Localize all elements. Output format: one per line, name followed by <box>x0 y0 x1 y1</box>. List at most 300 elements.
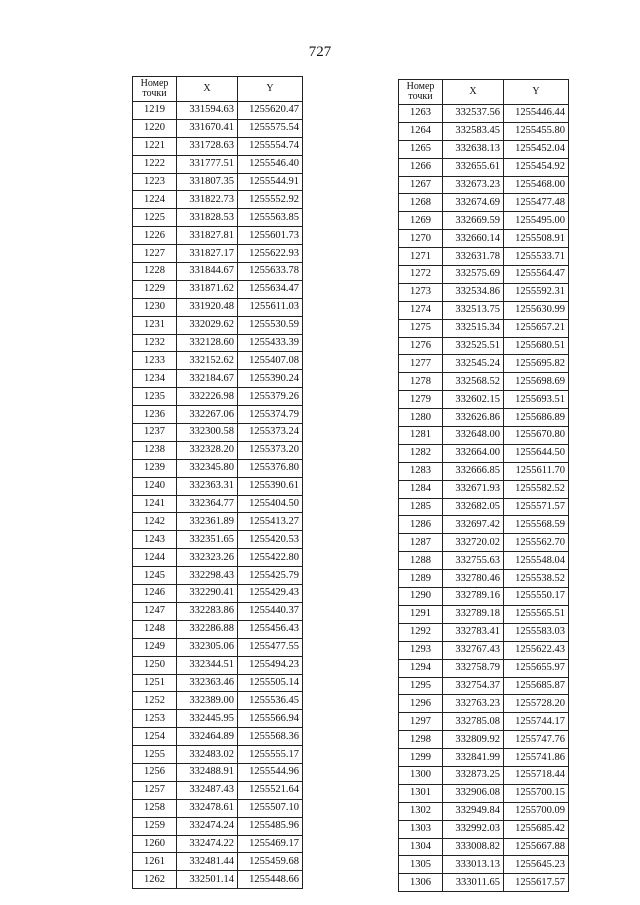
point-number-cell: 1274 <box>399 301 443 319</box>
table-row <box>133 567 303 585</box>
y-coordinate-cell: 1255592.31 <box>504 283 569 301</box>
x-coordinate-cell: 331728.63 <box>177 137 238 155</box>
table-row <box>133 298 303 316</box>
y-coordinate-cell: 1255544.96 <box>238 763 303 781</box>
table-row <box>133 406 303 424</box>
y-coordinate-cell: 1255477.55 <box>238 638 303 656</box>
x-coordinate-cell: 331807.35 <box>177 173 238 191</box>
header-y: Y <box>504 80 569 105</box>
y-coordinate-cell: 1255670.80 <box>504 427 569 445</box>
x-coordinate-cell: 332583.45 <box>443 122 504 140</box>
y-coordinate-cell: 1255693.51 <box>504 391 569 409</box>
table-row <box>133 227 303 245</box>
x-coordinate-cell: 332501.14 <box>177 871 238 889</box>
point-number-cell: 1263 <box>399 105 443 123</box>
table-row <box>399 731 569 749</box>
header-x: X <box>177 77 238 102</box>
point-number-cell: 1252 <box>133 692 177 710</box>
table-row <box>133 746 303 764</box>
x-coordinate-cell: 332328.20 <box>177 441 238 459</box>
table-row <box>133 513 303 531</box>
x-coordinate-cell: 332300.58 <box>177 424 238 442</box>
point-number-cell: 1221 <box>133 137 177 155</box>
point-number-cell: 1276 <box>399 337 443 355</box>
y-coordinate-cell: 1255686.89 <box>504 409 569 427</box>
y-coordinate-cell: 1255622.93 <box>238 245 303 263</box>
y-coordinate-cell: 1255546.40 <box>238 155 303 173</box>
point-number-cell: 1229 <box>133 280 177 298</box>
y-coordinate-cell: 1255420.53 <box>238 531 303 549</box>
x-coordinate-cell: 331871.62 <box>177 280 238 298</box>
x-coordinate-cell: 332478.61 <box>177 799 238 817</box>
x-coordinate-cell: 332445.95 <box>177 710 238 728</box>
table-row <box>399 516 569 534</box>
point-number-cell: 1238 <box>133 441 177 459</box>
point-number-cell: 1247 <box>133 602 177 620</box>
point-number-cell: 1292 <box>399 623 443 641</box>
x-coordinate-cell: 332673.23 <box>443 176 504 194</box>
y-coordinate-cell: 1255454.92 <box>504 158 569 176</box>
table-row <box>133 853 303 871</box>
y-coordinate-cell: 1255582.52 <box>504 480 569 498</box>
table-row <box>399 355 569 373</box>
table-row <box>133 137 303 155</box>
y-coordinate-cell: 1255505.14 <box>238 674 303 692</box>
y-coordinate-cell: 1255376.80 <box>238 459 303 477</box>
point-number-cell: 1291 <box>399 605 443 623</box>
x-coordinate-cell: 332671.93 <box>443 480 504 498</box>
point-number-cell: 1223 <box>133 173 177 191</box>
x-coordinate-cell: 332664.00 <box>443 444 504 462</box>
x-coordinate-cell: 332638.13 <box>443 140 504 158</box>
table-row <box>399 373 569 391</box>
x-coordinate-cell: 332474.24 <box>177 817 238 835</box>
point-number-cell: 1222 <box>133 155 177 173</box>
x-coordinate-cell: 331670.41 <box>177 119 238 137</box>
point-number-cell: 1239 <box>133 459 177 477</box>
y-coordinate-cell: 1255562.70 <box>504 534 569 552</box>
table-row <box>399 158 569 176</box>
x-coordinate-cell: 332364.77 <box>177 495 238 513</box>
point-number-cell: 1250 <box>133 656 177 674</box>
y-coordinate-cell: 1255425.79 <box>238 567 303 585</box>
table-row <box>399 623 569 641</box>
point-number-cell: 1294 <box>399 659 443 677</box>
x-coordinate-cell: 332344.51 <box>177 656 238 674</box>
table-row <box>399 230 569 248</box>
point-number-cell: 1295 <box>399 677 443 695</box>
point-number-cell: 1266 <box>399 158 443 176</box>
y-coordinate-cell: 1255404.50 <box>238 495 303 513</box>
y-coordinate-cell: 1255568.36 <box>238 728 303 746</box>
y-coordinate-cell: 1255550.17 <box>504 588 569 606</box>
point-number-cell: 1298 <box>399 731 443 749</box>
table-row <box>399 301 569 319</box>
table-header-row <box>133 77 303 102</box>
point-number-cell: 1245 <box>133 567 177 585</box>
x-coordinate-cell: 332464.89 <box>177 728 238 746</box>
point-number-cell: 1242 <box>133 513 177 531</box>
y-coordinate-cell: 1255566.94 <box>238 710 303 728</box>
table-row <box>133 209 303 227</box>
x-coordinate-cell: 331828.53 <box>177 209 238 227</box>
y-coordinate-cell: 1255448.66 <box>238 871 303 889</box>
table-row <box>133 280 303 298</box>
y-coordinate-cell: 1255459.68 <box>238 853 303 871</box>
y-coordinate-cell: 1255680.51 <box>504 337 569 355</box>
y-coordinate-cell: 1255554.74 <box>238 137 303 155</box>
x-coordinate-cell: 332545.24 <box>443 355 504 373</box>
table-row <box>399 766 569 784</box>
point-number-cell: 1306 <box>399 874 443 892</box>
point-number-cell: 1265 <box>399 140 443 158</box>
x-coordinate-cell: 332152.62 <box>177 352 238 370</box>
point-number-cell: 1268 <box>399 194 443 212</box>
x-coordinate-cell: 331827.81 <box>177 227 238 245</box>
y-coordinate-cell: 1255620.47 <box>238 102 303 120</box>
table-row <box>399 874 569 892</box>
y-coordinate-cell: 1255565.51 <box>504 605 569 623</box>
point-number-cell: 1305 <box>399 856 443 874</box>
y-coordinate-cell: 1255455.80 <box>504 122 569 140</box>
x-coordinate-cell: 332789.18 <box>443 605 504 623</box>
table-row <box>399 588 569 606</box>
point-number-cell: 1304 <box>399 838 443 856</box>
table-row <box>399 552 569 570</box>
y-coordinate-cell: 1255508.91 <box>504 230 569 248</box>
table-row <box>399 570 569 588</box>
x-coordinate-cell: 331920.48 <box>177 298 238 316</box>
x-coordinate-cell: 332755.63 <box>443 552 504 570</box>
point-number-cell: 1300 <box>399 766 443 784</box>
point-number-cell: 1272 <box>399 266 443 284</box>
table-row <box>399 605 569 623</box>
point-number-cell: 1251 <box>133 674 177 692</box>
table-row <box>399 212 569 230</box>
x-coordinate-cell: 332515.34 <box>443 319 504 337</box>
point-number-cell: 1219 <box>133 102 177 120</box>
point-number-cell: 1230 <box>133 298 177 316</box>
table-row <box>133 817 303 835</box>
x-coordinate-cell: 332674.69 <box>443 194 504 212</box>
table-row <box>133 191 303 209</box>
point-number-cell: 1231 <box>133 316 177 334</box>
y-coordinate-cell: 1255485.96 <box>238 817 303 835</box>
x-coordinate-cell: 332655.61 <box>443 158 504 176</box>
y-coordinate-cell: 1255655.97 <box>504 659 569 677</box>
x-coordinate-cell: 331822.73 <box>177 191 238 209</box>
point-number-cell: 1235 <box>133 388 177 406</box>
x-coordinate-cell: 332487.43 <box>177 781 238 799</box>
x-coordinate-cell: 332305.06 <box>177 638 238 656</box>
point-number-cell: 1260 <box>133 835 177 853</box>
page-number: 727 <box>308 44 332 60</box>
point-number-cell: 1258 <box>133 799 177 817</box>
y-coordinate-cell: 1255468.00 <box>504 176 569 194</box>
table-row <box>133 316 303 334</box>
point-number-cell: 1277 <box>399 355 443 373</box>
y-coordinate-cell: 1255429.43 <box>238 585 303 603</box>
table-row <box>399 266 569 284</box>
point-number-cell: 1255 <box>133 746 177 764</box>
header-x: X <box>443 80 504 105</box>
table-row <box>399 409 569 427</box>
point-number-cell: 1233 <box>133 352 177 370</box>
point-number-cell: 1246 <box>133 585 177 603</box>
x-coordinate-cell: 332389.00 <box>177 692 238 710</box>
y-coordinate-cell: 1255533.71 <box>504 248 569 266</box>
point-number-cell: 1228 <box>133 263 177 281</box>
y-coordinate-cell: 1255741.86 <box>504 749 569 767</box>
table-row <box>133 477 303 495</box>
table-row <box>133 531 303 549</box>
point-number-cell: 1275 <box>399 319 443 337</box>
y-coordinate-cell: 1255611.70 <box>504 462 569 480</box>
point-number-cell: 1267 <box>399 176 443 194</box>
y-coordinate-cell: 1255548.04 <box>504 552 569 570</box>
y-coordinate-cell: 1255685.42 <box>504 820 569 838</box>
table-row <box>133 781 303 799</box>
y-coordinate-cell: 1255407.08 <box>238 352 303 370</box>
y-coordinate-cell: 1255477.48 <box>504 194 569 212</box>
table-header-row <box>399 80 569 105</box>
x-coordinate-cell: 332345.80 <box>177 459 238 477</box>
y-coordinate-cell: 1255563.85 <box>238 209 303 227</box>
table-row <box>133 674 303 692</box>
y-coordinate-cell: 1255633.78 <box>238 263 303 281</box>
x-coordinate-cell: 332763.23 <box>443 695 504 713</box>
table-row <box>399 176 569 194</box>
y-coordinate-cell: 1255718.44 <box>504 766 569 784</box>
y-coordinate-cell: 1255644.50 <box>504 444 569 462</box>
y-coordinate-cell: 1255622.43 <box>504 641 569 659</box>
y-coordinate-cell: 1255536.45 <box>238 692 303 710</box>
table-row <box>399 784 569 802</box>
y-coordinate-cell: 1255568.59 <box>504 516 569 534</box>
y-coordinate-cell: 1255630.99 <box>504 301 569 319</box>
y-coordinate-cell: 1255494.23 <box>238 656 303 674</box>
y-coordinate-cell: 1255521.64 <box>238 781 303 799</box>
x-coordinate-cell: 332363.46 <box>177 674 238 692</box>
x-coordinate-cell: 332906.08 <box>443 784 504 802</box>
point-number-cell: 1303 <box>399 820 443 838</box>
point-number-cell: 1249 <box>133 638 177 656</box>
table-row <box>399 248 569 266</box>
table-row <box>399 105 569 123</box>
point-number-cell: 1278 <box>399 373 443 391</box>
x-coordinate-cell: 332351.65 <box>177 531 238 549</box>
x-coordinate-cell: 332534.86 <box>443 283 504 301</box>
x-coordinate-cell: 332631.78 <box>443 248 504 266</box>
coordinates-table-right <box>398 79 569 892</box>
x-coordinate-cell: 332283.86 <box>177 602 238 620</box>
table-row <box>133 424 303 442</box>
y-coordinate-cell: 1255452.04 <box>504 140 569 158</box>
table-row <box>133 656 303 674</box>
y-coordinate-cell: 1255698.69 <box>504 373 569 391</box>
x-coordinate-cell: 332474.22 <box>177 835 238 853</box>
x-coordinate-cell: 332785.08 <box>443 713 504 731</box>
y-coordinate-cell: 1255373.24 <box>238 424 303 442</box>
x-coordinate-cell: 332682.05 <box>443 498 504 516</box>
table-row <box>133 799 303 817</box>
table-row <box>133 495 303 513</box>
table-row <box>133 835 303 853</box>
y-coordinate-cell: 1255544.91 <box>238 173 303 191</box>
table-row <box>133 549 303 567</box>
y-coordinate-cell: 1255564.47 <box>504 266 569 284</box>
point-number-cell: 1225 <box>133 209 177 227</box>
y-coordinate-cell: 1255456.43 <box>238 620 303 638</box>
table-row <box>399 427 569 445</box>
table-row <box>399 498 569 516</box>
table-row <box>133 871 303 889</box>
x-coordinate-cell: 332488.91 <box>177 763 238 781</box>
x-coordinate-cell: 333013.13 <box>443 856 504 874</box>
table-row <box>133 728 303 746</box>
point-number-cell: 1297 <box>399 713 443 731</box>
header-y: Y <box>238 77 303 102</box>
y-coordinate-cell: 1255433.39 <box>238 334 303 352</box>
x-coordinate-cell: 332323.26 <box>177 549 238 567</box>
y-coordinate-cell: 1255538.52 <box>504 570 569 588</box>
table-row <box>133 334 303 352</box>
x-coordinate-cell: 332809.92 <box>443 731 504 749</box>
table-row <box>133 585 303 603</box>
table-row <box>133 602 303 620</box>
x-coordinate-cell: 332767.43 <box>443 641 504 659</box>
x-coordinate-cell: 332525.51 <box>443 337 504 355</box>
x-coordinate-cell: 332841.99 <box>443 749 504 767</box>
table-row <box>133 352 303 370</box>
table-row <box>399 749 569 767</box>
point-number-cell: 1264 <box>399 122 443 140</box>
coordinates-table-left <box>132 76 303 889</box>
x-coordinate-cell: 332602.15 <box>443 391 504 409</box>
table-row <box>133 459 303 477</box>
y-coordinate-cell: 1255728.20 <box>504 695 569 713</box>
x-coordinate-cell: 332669.59 <box>443 212 504 230</box>
x-coordinate-cell: 331594.63 <box>177 102 238 120</box>
point-number-cell: 1259 <box>133 817 177 835</box>
y-coordinate-cell: 1255469.17 <box>238 835 303 853</box>
y-coordinate-cell: 1255645.23 <box>504 856 569 874</box>
point-number-cell: 1269 <box>399 212 443 230</box>
x-coordinate-cell: 332029.62 <box>177 316 238 334</box>
table-row <box>399 194 569 212</box>
y-coordinate-cell: 1255575.54 <box>238 119 303 137</box>
x-coordinate-cell: 332660.14 <box>443 230 504 248</box>
table-row <box>133 710 303 728</box>
x-coordinate-cell: 332363.31 <box>177 477 238 495</box>
x-coordinate-cell: 332298.43 <box>177 567 238 585</box>
point-number-cell: 1290 <box>399 588 443 606</box>
point-number-cell: 1227 <box>133 245 177 263</box>
table-row <box>399 713 569 731</box>
point-number-cell: 1296 <box>399 695 443 713</box>
x-coordinate-cell: 332720.02 <box>443 534 504 552</box>
y-coordinate-cell: 1255667.88 <box>504 838 569 856</box>
table-row <box>133 763 303 781</box>
x-coordinate-cell: 332873.25 <box>443 766 504 784</box>
table-row <box>399 283 569 301</box>
y-coordinate-cell: 1255685.87 <box>504 677 569 695</box>
table-row <box>399 122 569 140</box>
point-number-cell: 1284 <box>399 480 443 498</box>
table-row <box>399 802 569 820</box>
x-coordinate-cell: 332483.02 <box>177 746 238 764</box>
point-number-cell: 1253 <box>133 710 177 728</box>
x-coordinate-cell: 333008.82 <box>443 838 504 856</box>
y-coordinate-cell: 1255657.21 <box>504 319 569 337</box>
point-number-cell: 1286 <box>399 516 443 534</box>
point-number-cell: 1254 <box>133 728 177 746</box>
point-number-cell: 1240 <box>133 477 177 495</box>
x-coordinate-cell: 332754.37 <box>443 677 504 695</box>
x-coordinate-cell: 332361.89 <box>177 513 238 531</box>
point-number-cell: 1234 <box>133 370 177 388</box>
table-row <box>133 441 303 459</box>
y-coordinate-cell: 1255601.73 <box>238 227 303 245</box>
table-row <box>399 677 569 695</box>
x-coordinate-cell: 332783.41 <box>443 623 504 641</box>
point-number-cell: 1257 <box>133 781 177 799</box>
header-point-number: Номер точки <box>133 77 177 102</box>
point-number-cell: 1289 <box>399 570 443 588</box>
y-coordinate-cell: 1255379.26 <box>238 388 303 406</box>
x-coordinate-cell: 332697.42 <box>443 516 504 534</box>
point-number-cell: 1301 <box>399 784 443 802</box>
y-coordinate-cell: 1255390.24 <box>238 370 303 388</box>
y-coordinate-cell: 1255571.57 <box>504 498 569 516</box>
point-number-cell: 1244 <box>133 549 177 567</box>
point-number-cell: 1302 <box>399 802 443 820</box>
x-coordinate-cell: 332575.69 <box>443 266 504 284</box>
table-row <box>133 102 303 120</box>
point-number-cell: 1241 <box>133 495 177 513</box>
table-row <box>399 820 569 838</box>
y-coordinate-cell: 1255495.00 <box>504 212 569 230</box>
y-coordinate-cell: 1255744.17 <box>504 713 569 731</box>
table-row <box>399 856 569 874</box>
point-number-cell: 1220 <box>133 119 177 137</box>
x-coordinate-cell: 332226.98 <box>177 388 238 406</box>
point-number-cell: 1226 <box>133 227 177 245</box>
x-coordinate-cell: 332949.84 <box>443 802 504 820</box>
table-row <box>399 534 569 552</box>
y-coordinate-cell: 1255583.03 <box>504 623 569 641</box>
point-number-cell: 1288 <box>399 552 443 570</box>
x-coordinate-cell: 332780.46 <box>443 570 504 588</box>
point-number-cell: 1261 <box>133 853 177 871</box>
x-coordinate-cell: 332789.16 <box>443 588 504 606</box>
y-coordinate-cell: 1255530.59 <box>238 316 303 334</box>
table-row <box>399 444 569 462</box>
table-row <box>133 119 303 137</box>
x-coordinate-cell: 333011.65 <box>443 874 504 892</box>
table-row <box>399 659 569 677</box>
y-coordinate-cell: 1255695.82 <box>504 355 569 373</box>
x-coordinate-cell: 332267.06 <box>177 406 238 424</box>
x-coordinate-cell: 332758.79 <box>443 659 504 677</box>
y-coordinate-cell: 1255507.10 <box>238 799 303 817</box>
x-coordinate-cell: 332184.67 <box>177 370 238 388</box>
table-row <box>133 370 303 388</box>
x-coordinate-cell: 331777.51 <box>177 155 238 173</box>
table-row <box>133 245 303 263</box>
point-number-cell: 1262 <box>133 871 177 889</box>
point-number-cell: 1283 <box>399 462 443 480</box>
